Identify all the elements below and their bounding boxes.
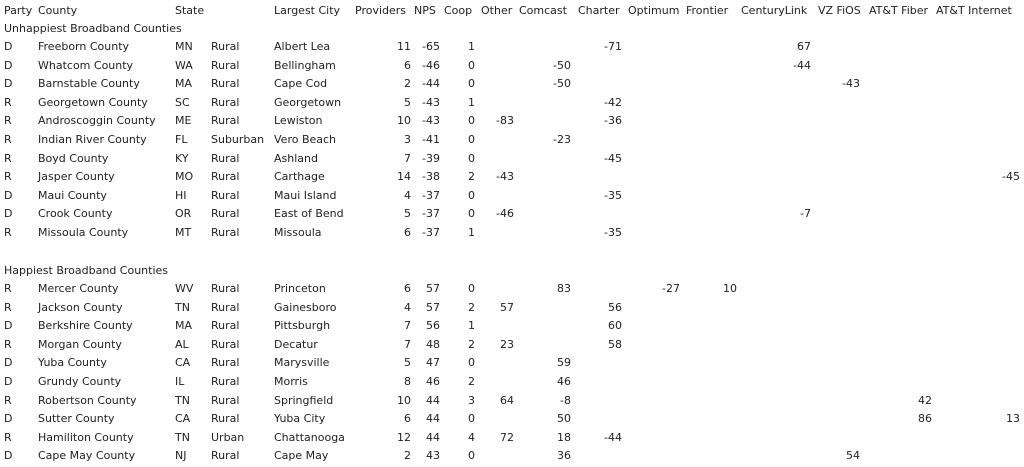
cell-party: D [4,356,13,370]
cell-state: MN [175,40,193,53]
cell-comcast: 18 [557,430,571,444]
cell-providers: 7 [404,151,411,165]
cell-city: Ashland [274,151,318,165]
cell-coop: 2 [468,375,475,388]
cell-coop: 0 [468,77,475,91]
cell-providers: 2 [404,449,411,463]
cell-county: Boyd County [38,151,109,165]
cell-type: Rural [211,449,240,463]
cell-providers: 5 [404,207,411,221]
cell-party: D [4,449,13,463]
cell-other: -83 [496,114,514,128]
cell-city: East of Bend [274,207,344,221]
header-party: Party [4,4,33,17]
cell-city: Carthage [274,170,325,184]
cell-coop: 0 [468,207,475,221]
cell-city: Georgetown [274,95,342,109]
cell-type: Rural [211,375,240,388]
header-nps: NPS [414,4,436,17]
cell-city: Albert Lea [274,40,331,53]
cell-county: Yuba County [38,356,107,370]
cell-type: Rural [211,151,240,165]
cell-vzfios: 54 [846,449,860,463]
cell-city: Springfield [274,393,334,407]
cell-state: AL [175,337,189,351]
cell-comcast: 59 [557,356,571,370]
cell-providers: 5 [404,356,411,370]
cell-providers: 4 [404,300,411,314]
cell-state: WV [175,282,194,295]
cell-nps: -38 [422,170,440,184]
cell-county: Mercer County [38,282,119,295]
cell-nps: 43 [426,449,440,463]
cell-state: MO [175,170,194,184]
cell-party: D [4,319,13,333]
cell-coop: 2 [468,337,475,351]
cell-attfiber: 86 [918,412,932,426]
cell-coop: 0 [468,151,475,165]
cell-state: IL [175,375,185,388]
cell-type: Rural [211,58,240,72]
cell-nps: 44 [426,412,440,426]
cell-party: R [4,430,12,444]
cell-city: Marysville [274,356,330,370]
cell-city: Vero Beach [274,133,337,146]
cell-party: R [4,133,12,146]
cell-state: CA [175,412,191,426]
cell-state: SC [175,95,190,109]
cell-county: Missoula County [38,226,129,239]
cell-coop: 0 [468,282,475,295]
cell-comcast: 83 [557,282,571,295]
cell-nps: 57 [426,282,440,295]
header-att-fiber: AT&T Fiber [869,4,929,17]
cell-party: D [4,412,13,426]
cell-state: HI [175,188,187,202]
cell-party: R [4,95,12,109]
cell-city: Princeton [274,282,326,295]
cell-coop: 1 [468,226,475,239]
cell-nps: -43 [422,114,440,128]
cell-type: Rural [211,319,240,333]
cell-county: Freeborn County [38,40,130,53]
cell-city: Missoula [274,226,322,239]
cell-providers: 8 [404,375,411,388]
header-providers: Providers [355,4,407,17]
cell-providers: 6 [404,412,411,426]
cell-state: TN [175,300,190,314]
cell-county: Sutter County [38,412,115,426]
cell-county: Barnstable County [38,77,140,91]
cell-type: Rural [211,188,240,202]
cell-coop: 0 [468,449,475,463]
section-title-happiest: Happiest Broadband Counties [4,264,169,277]
cell-type: Suburban [211,133,265,146]
cell-other: 64 [500,393,514,407]
cell-type: Rural [211,95,240,109]
cell-county: Indian River County [38,133,147,146]
cell-centurylink: 67 [797,40,811,53]
cell-state: CA [175,356,191,370]
cell-comcast: 46 [557,375,571,388]
cell-party: R [4,114,12,128]
cell-city: Cape May [274,449,329,463]
cell-state: OR [175,207,192,221]
cell-type: Rural [211,170,240,184]
cell-city: Lewiston [274,114,323,128]
cell-type: Rural [211,412,240,426]
cell-coop: 0 [468,356,475,370]
cell-type: Rural [211,77,240,91]
header-comcast: Comcast [519,4,567,17]
cell-type: Urban [211,430,245,444]
cell-party: D [4,375,13,388]
header-vz-fios: VZ FiOS [818,4,861,17]
cell-county: Grundy County [38,375,122,388]
header-frontier: Frontier [686,4,729,17]
cell-county: Maui County [38,188,107,202]
cell-coop: 1 [468,40,475,53]
cell-providers: 3 [404,133,411,146]
cell-party: R [4,170,12,184]
cell-charter: 58 [608,337,622,351]
cell-type: Rural [211,282,240,295]
cell-coop: 0 [468,114,475,128]
cell-county: Jasper County [38,170,115,184]
cell-type: Rural [211,114,240,128]
cell-other: 57 [500,300,514,314]
cell-party: R [4,226,12,239]
cell-state: MA [175,77,193,91]
cell-city: Decatur [274,337,318,351]
cell-county: Robertson County [38,393,137,407]
cell-city: Gainesboro [274,300,337,314]
cell-providers: 10 [397,114,411,128]
cell-city: Bellingham [274,58,336,72]
cell-coop: 3 [468,393,475,407]
cell-state: WA [175,58,193,72]
cell-state: NJ [175,449,187,463]
cell-providers: 11 [397,40,411,53]
cell-state: TN [175,393,190,407]
section-title-unhappiest: Unhappiest Broadband Counties [4,22,182,35]
cell-nps: 46 [426,375,440,388]
cell-party: R [4,337,12,351]
cell-comcast: 50 [557,412,571,426]
cell-type: Rural [211,356,240,370]
cell-state: TN [175,430,190,444]
header-state: State [175,4,205,17]
cell-state: MA [175,319,193,333]
cell-city: Pittsburgh [274,319,331,333]
cell-nps: -43 [422,95,440,109]
cell-attinternet: 13 [1006,412,1020,426]
header-largest-city: Largest City [274,4,341,17]
cell-coop: 0 [468,133,475,146]
cell-state: ME [175,114,192,128]
cell-comcast: -8 [560,393,571,407]
cell-state: MT [175,226,192,239]
header-centurylink: CenturyLink [741,4,808,17]
cell-charter: -44 [604,430,622,444]
cell-party: D [4,40,13,53]
cell-charter: 56 [608,300,622,314]
cell-nps: 44 [426,430,440,444]
cell-state: FL [175,133,188,146]
cell-nps: 56 [426,319,440,333]
cell-county: Hamiliton County [38,430,134,444]
cell-providers: 7 [404,319,411,333]
cell-city: Chattanooga [274,430,345,444]
cell-nps: -37 [422,226,440,239]
cell-city: Cape Cod [274,77,328,91]
cell-comcast: -50 [553,77,571,91]
cell-party: D [4,188,13,202]
cell-vzfios: -43 [842,77,860,91]
header-charter: Charter [578,4,620,17]
cell-type: Rural [211,393,240,407]
cell-type: Rural [211,226,240,239]
cell-centurylink: -7 [800,207,811,221]
cell-nps: -46 [422,58,440,72]
cell-providers: 14 [397,170,411,184]
cell-providers: 6 [404,282,411,295]
cell-charter: -36 [604,114,622,128]
cell-state: KY [175,151,189,165]
cell-optimum: -27 [662,282,680,295]
cell-comcast: -23 [553,133,571,146]
cell-coop: 2 [468,170,475,184]
cell-nps: -37 [422,207,440,221]
cell-nps: -41 [422,133,440,146]
cell-city: Morris [274,375,308,388]
header-att-internet: AT&T Internet [936,4,1012,17]
cell-county: Jackson County [38,300,123,314]
cell-coop: 4 [468,430,475,444]
cell-providers: 6 [404,58,411,72]
cell-party: R [4,151,12,165]
cell-coop: 1 [468,319,475,333]
cell-charter: -35 [604,226,622,239]
cell-other: -43 [496,170,514,184]
cell-nps: -39 [422,151,440,165]
cell-coop: 0 [468,188,475,202]
cell-providers: 2 [404,77,411,91]
cell-nps: -44 [422,77,440,91]
cell-party: D [4,77,13,91]
cell-comcast: -50 [553,58,571,72]
cell-county: Morgan County [38,337,122,351]
header-county: County [38,4,78,17]
cell-charter: -45 [604,151,622,165]
cell-other: 23 [500,337,514,351]
cell-attfiber: 42 [918,393,932,407]
cell-comcast: 36 [557,449,571,463]
cell-providers: 6 [404,226,411,239]
cell-type: Rural [211,300,240,314]
cell-other: -46 [496,207,514,221]
cell-coop: 2 [468,300,475,314]
header-other: Other [481,4,513,17]
cell-party: D [4,207,13,221]
cell-frontier: 10 [723,282,737,295]
cell-county: Cape May County [38,449,136,463]
header-optimum: Optimum [628,4,680,17]
cell-providers: 5 [404,95,411,109]
cell-nps: -65 [422,40,440,53]
cell-attinternet: -45 [1002,170,1020,184]
cell-type: Rural [211,337,240,351]
cell-nps: -37 [422,188,440,202]
cell-party: R [4,393,12,407]
cell-county: Berkshire County [38,319,133,333]
cell-party: D [4,58,13,72]
header-coop: Coop [444,4,473,17]
cell-providers: 7 [404,337,411,351]
cell-party: R [4,300,12,314]
cell-other: 72 [500,430,514,444]
cell-coop: 1 [468,95,475,109]
cell-type: Rural [211,40,240,53]
cell-nps: 47 [426,356,440,370]
cell-county: Crook County [38,207,113,221]
cell-charter: -71 [604,40,622,53]
cell-centurylink: -44 [793,58,811,72]
cell-charter: -35 [604,188,622,202]
cell-party: R [4,282,12,295]
cell-city: Yuba City [274,412,326,426]
cell-providers: 10 [397,393,411,407]
cell-type: Rural [211,207,240,221]
cell-county: Georgetown County [38,95,148,109]
cell-providers: 12 [397,430,411,444]
cell-county: Whatcom County [38,58,134,72]
cell-providers: 4 [404,188,411,202]
cell-coop: 0 [468,412,475,426]
cell-nps: 48 [426,337,440,351]
cell-nps: 44 [426,393,440,407]
cell-charter: -42 [604,95,622,109]
cell-coop: 0 [468,58,475,72]
cell-city: Maui Island [274,188,337,202]
cell-county: Androscoggin County [38,114,156,128]
cell-nps: 57 [426,300,440,314]
cell-charter: 60 [608,319,622,333]
